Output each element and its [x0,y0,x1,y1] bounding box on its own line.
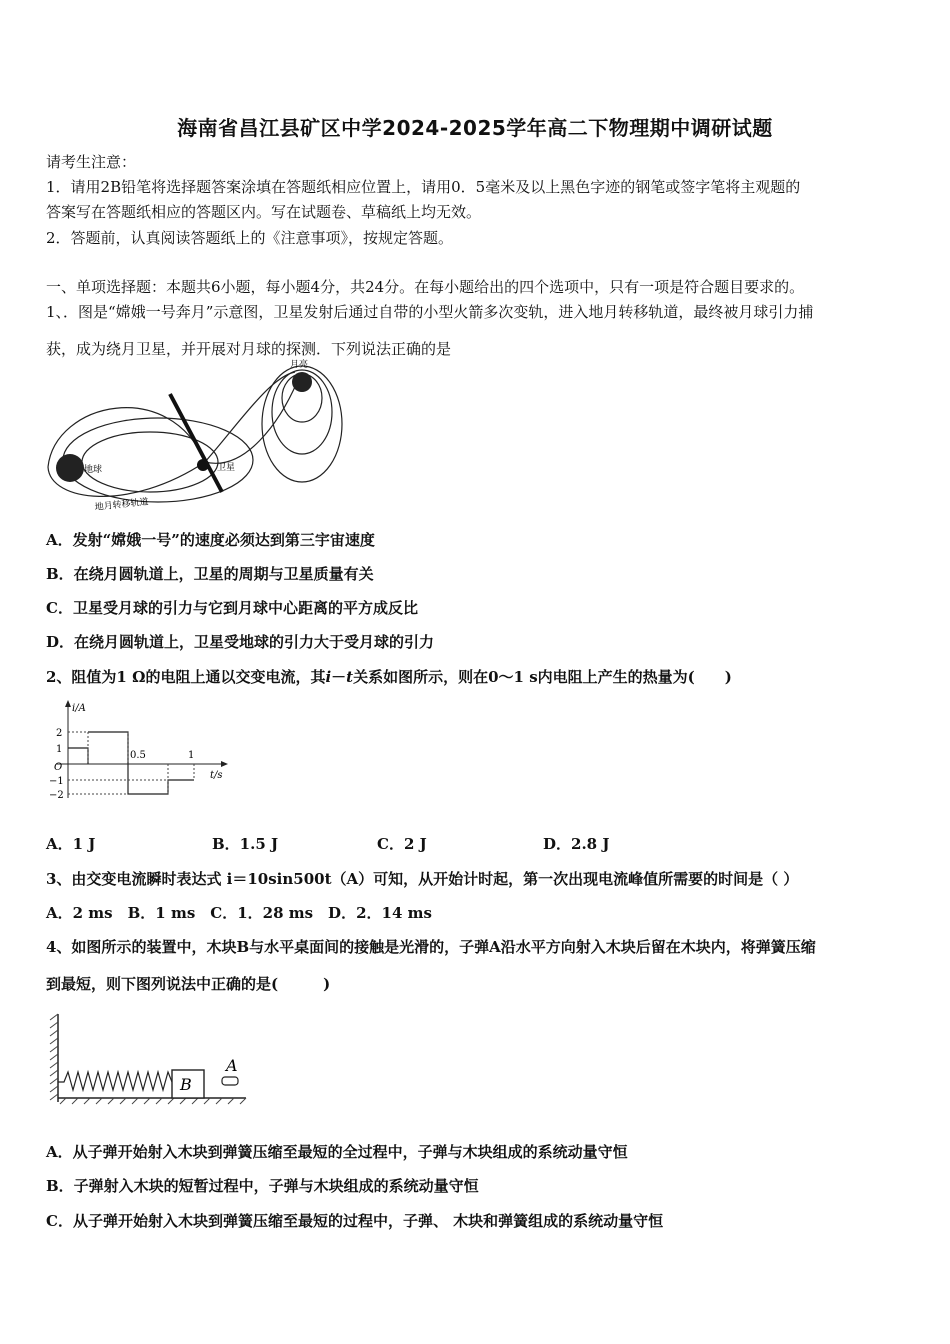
page-title: 海南省昌江县矿区中学2024-2025学年高二下物理期中调研试题 [177,116,773,140]
q2-ylabel: i/A [72,703,86,714]
q2-stem-dash: － [331,668,347,686]
q2-option-c: C．2 J [377,835,427,853]
q2-xtick-0-5: 0.5 [130,750,146,761]
q4-option-b: B．子弹射入木块的短暂过程中，子弹与木块组成的系统动量守恒 [46,1177,479,1195]
q4-spring-figure [46,1010,256,1110]
q1-satellite-label: 卫星 [217,463,236,473]
q2-current-graph [46,698,236,803]
notice-line-1: 1．请用2B铅笔将选择题答案涂填在答题纸相应位置上，请用0．5毫米及以上黑色字迹的钢笔或签字笔将主观题的 [46,178,801,196]
q1-option-d: D．在绕月圆轨道上，卫星受地球的引力大于受月球的引力 [46,633,435,651]
q3-options: A．2 ms B．1 ms C．1．28 ms D．2．14 ms [46,904,432,922]
q2-stem-pre: 2、阻值为1 Ω的电阻上通以交变电流，其 [46,668,326,686]
q2-ytick-1: 1 [56,744,63,755]
q2-stem-i: i [325,668,332,686]
q2-ytick-neg1: −1 [49,776,64,787]
notice-line-3: 2．答题前，认真阅读答题纸上的《注意事项》，按规定答题。 [46,229,454,247]
q2-stem [46,666,732,688]
q2-ytick-neg2: −2 [49,790,64,801]
q4-stem-line-1: 4、如图所示的装置中，木块B与水平桌面间的接触是光滑的，子弹A沿水平方向射入木块后留在木块内，将弹簧压缩 [46,938,816,956]
q4-block-label: B [180,1075,192,1094]
q4-stem-line-2: 到最短，则下图列说法中正确的是( ) [46,975,331,993]
q2-stem-post: 关系如图所示，则在0～1 s内电阻上产生的热量为( ) [353,668,732,686]
q2-ytick-2: 2 [56,728,63,739]
q2-option-a: A．1 J [46,835,96,853]
q1-earth-label: 地球 [84,465,103,475]
q4-bullet-label: A [226,1056,238,1075]
q1-option-b: B．在绕月圆轨道上，卫星的周期与卫星质量有关 [46,565,374,583]
q2-xtick-1: 1 [188,750,195,761]
q2-option-b: B．1.5 J [212,835,279,853]
q2-xlabel: t/s [210,770,223,781]
q2-stem-t: t [346,668,354,686]
q4-option-c: C．从子弹开始射入木块到弹簧压缩至最短的过程中，子弹、 木块和弹簧组成的系统动量守恒 [46,1212,664,1230]
notice-line-2: 答案写在答题纸相应的答题区内。写在试题卷、草稿纸上均无效。 [46,203,482,221]
q2-option-d: D．2.8 J [543,835,610,853]
section-heading: 一、单项选择题：本题共6小题，每小题4分，共24分。在每小题给出的四个选项中，只有一项是符合题目要求的。 [46,278,805,296]
q3-stem: 3、由交变电流瞬时表达式 i＝10sin500t（A）可知，从开始计时起，第一次出现电流峰值所需要的时间是（ ） [46,870,799,888]
q1-moon-label: 月亮 [290,360,309,370]
notice-heading: 请考生注意： [46,153,137,171]
q4-option-a: A．从子弹开始射入木块到弹簧压缩至最短的全过程中，子弹与木块组成的系统动量守恒 [46,1143,628,1161]
q1-option-a: A．发射“嫦娥一号”的速度必须达到第三宇宙速度 [46,531,375,549]
q2-origin: O [54,762,63,773]
q1-orbit-figure [40,362,350,517]
q1-option-c: C．卫星受月球的引力与它到月球中心距离的平方成反比 [46,599,418,617]
q1-orbit-label: 地月转移轨道 [94,497,150,513]
q1-stem-line-1: 1、．图是“嫦娥一号奔月”示意图，卫星发射后通过自带的小型火箭多次变轨，进入地月转移轨道，最终被月球引力捕 [46,303,814,321]
q1-stem-line-2: 获，成为绕月卫星，并开展对月球的探测．下列说法正确的是 [46,340,452,358]
